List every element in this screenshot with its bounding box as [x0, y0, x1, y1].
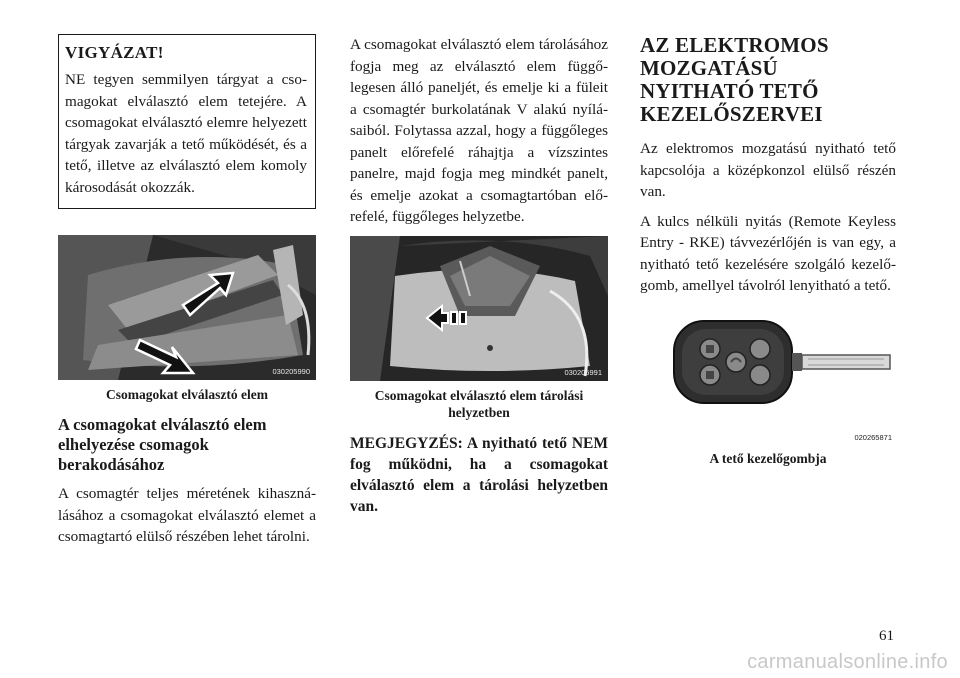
left-column — [58, 34, 316, 556]
note-text: MEGJEGYZÉS: A nyitható tető NEM fog működni, ha a csomagokat elválasztó elem a tárolási helyzetben van. — [350, 434, 608, 515]
warning-box — [58, 34, 316, 209]
key-fob-icon — [640, 309, 896, 444]
watermark: carmanualsonline.info — [747, 651, 948, 673]
figure-code: 030205990 — [272, 367, 310, 376]
warning-text: NE tegyen semmilyen tárgyat a csomagokat elválasztó elem tetejére. A csomagokat elválasztó elemre helyezett tárgyak zavarják a tető működését, és a tető, illetve az elválasztó elem komoly károsodását okozzák. — [65, 71, 307, 196]
figure-caption: A tető kezelőgombja — [709, 450, 827, 466]
stowed-separator-illustration — [350, 236, 608, 381]
instructions-text: A csomagokat elválasztó elem tárolásához fogja meg az elválasztó elem függőlegesen álló paneljét, és emelje ki a füleit a csomagtér burkolatának V alakú nyílásaiból. Folytassa azzal, hogy a függőleges panelt előrefelé ráhajtja a vízszintes panelre, majd fogja meg mindkét panelt, és emelje azokat a csomagtartóban előrefelé, függőleges helyzetbe. — [350, 36, 608, 225]
trunk-separator-photo — [58, 235, 316, 380]
paragraph-1: Az elektromos mozgatású nyitható tető kapcsolója a középkonzol elülső részén van. — [640, 140, 896, 200]
trunk-separator-illustration — [58, 235, 316, 380]
section-title: AZ ELEKTROMOS MOZGATÁSÚ NYITHATÓ TETŐ KEZELŐSZERVEI — [640, 33, 829, 126]
figure-code: 020265871 — [854, 432, 892, 442]
right-column — [640, 34, 896, 467]
middle-column — [350, 34, 608, 517]
section-text: A csomagtér teljes méretének kihasználásához a csomagokat elválasztó elemet a csomagtartó elülső részében lehet tárolni. — [58, 485, 316, 545]
stowed-separator-photo — [350, 236, 608, 381]
warning-title: VIGYÁZAT! — [65, 43, 164, 62]
paragraph-2: A kulcs nélküli nyitás (Remote Keyless Entry - RKE) távvezérlőjén is van egy, a nyitható tető kezelésére szolgáló kezelőgomb, amellyel távolról lenyitható a tető. — [640, 212, 896, 294]
section-heading: A csomagokat elválasztó elem elhelyezése csomagok berakodásához — [58, 415, 267, 474]
figure-code: 030205991 — [564, 367, 602, 377]
page-number: 61 — [879, 628, 894, 644]
figure-caption: Csomagokat elválasztó elem tárolási helyzetben — [374, 387, 584, 420]
figure-caption: Csomagokat elválasztó elem — [106, 387, 268, 402]
key-fob-figure — [640, 309, 896, 444]
